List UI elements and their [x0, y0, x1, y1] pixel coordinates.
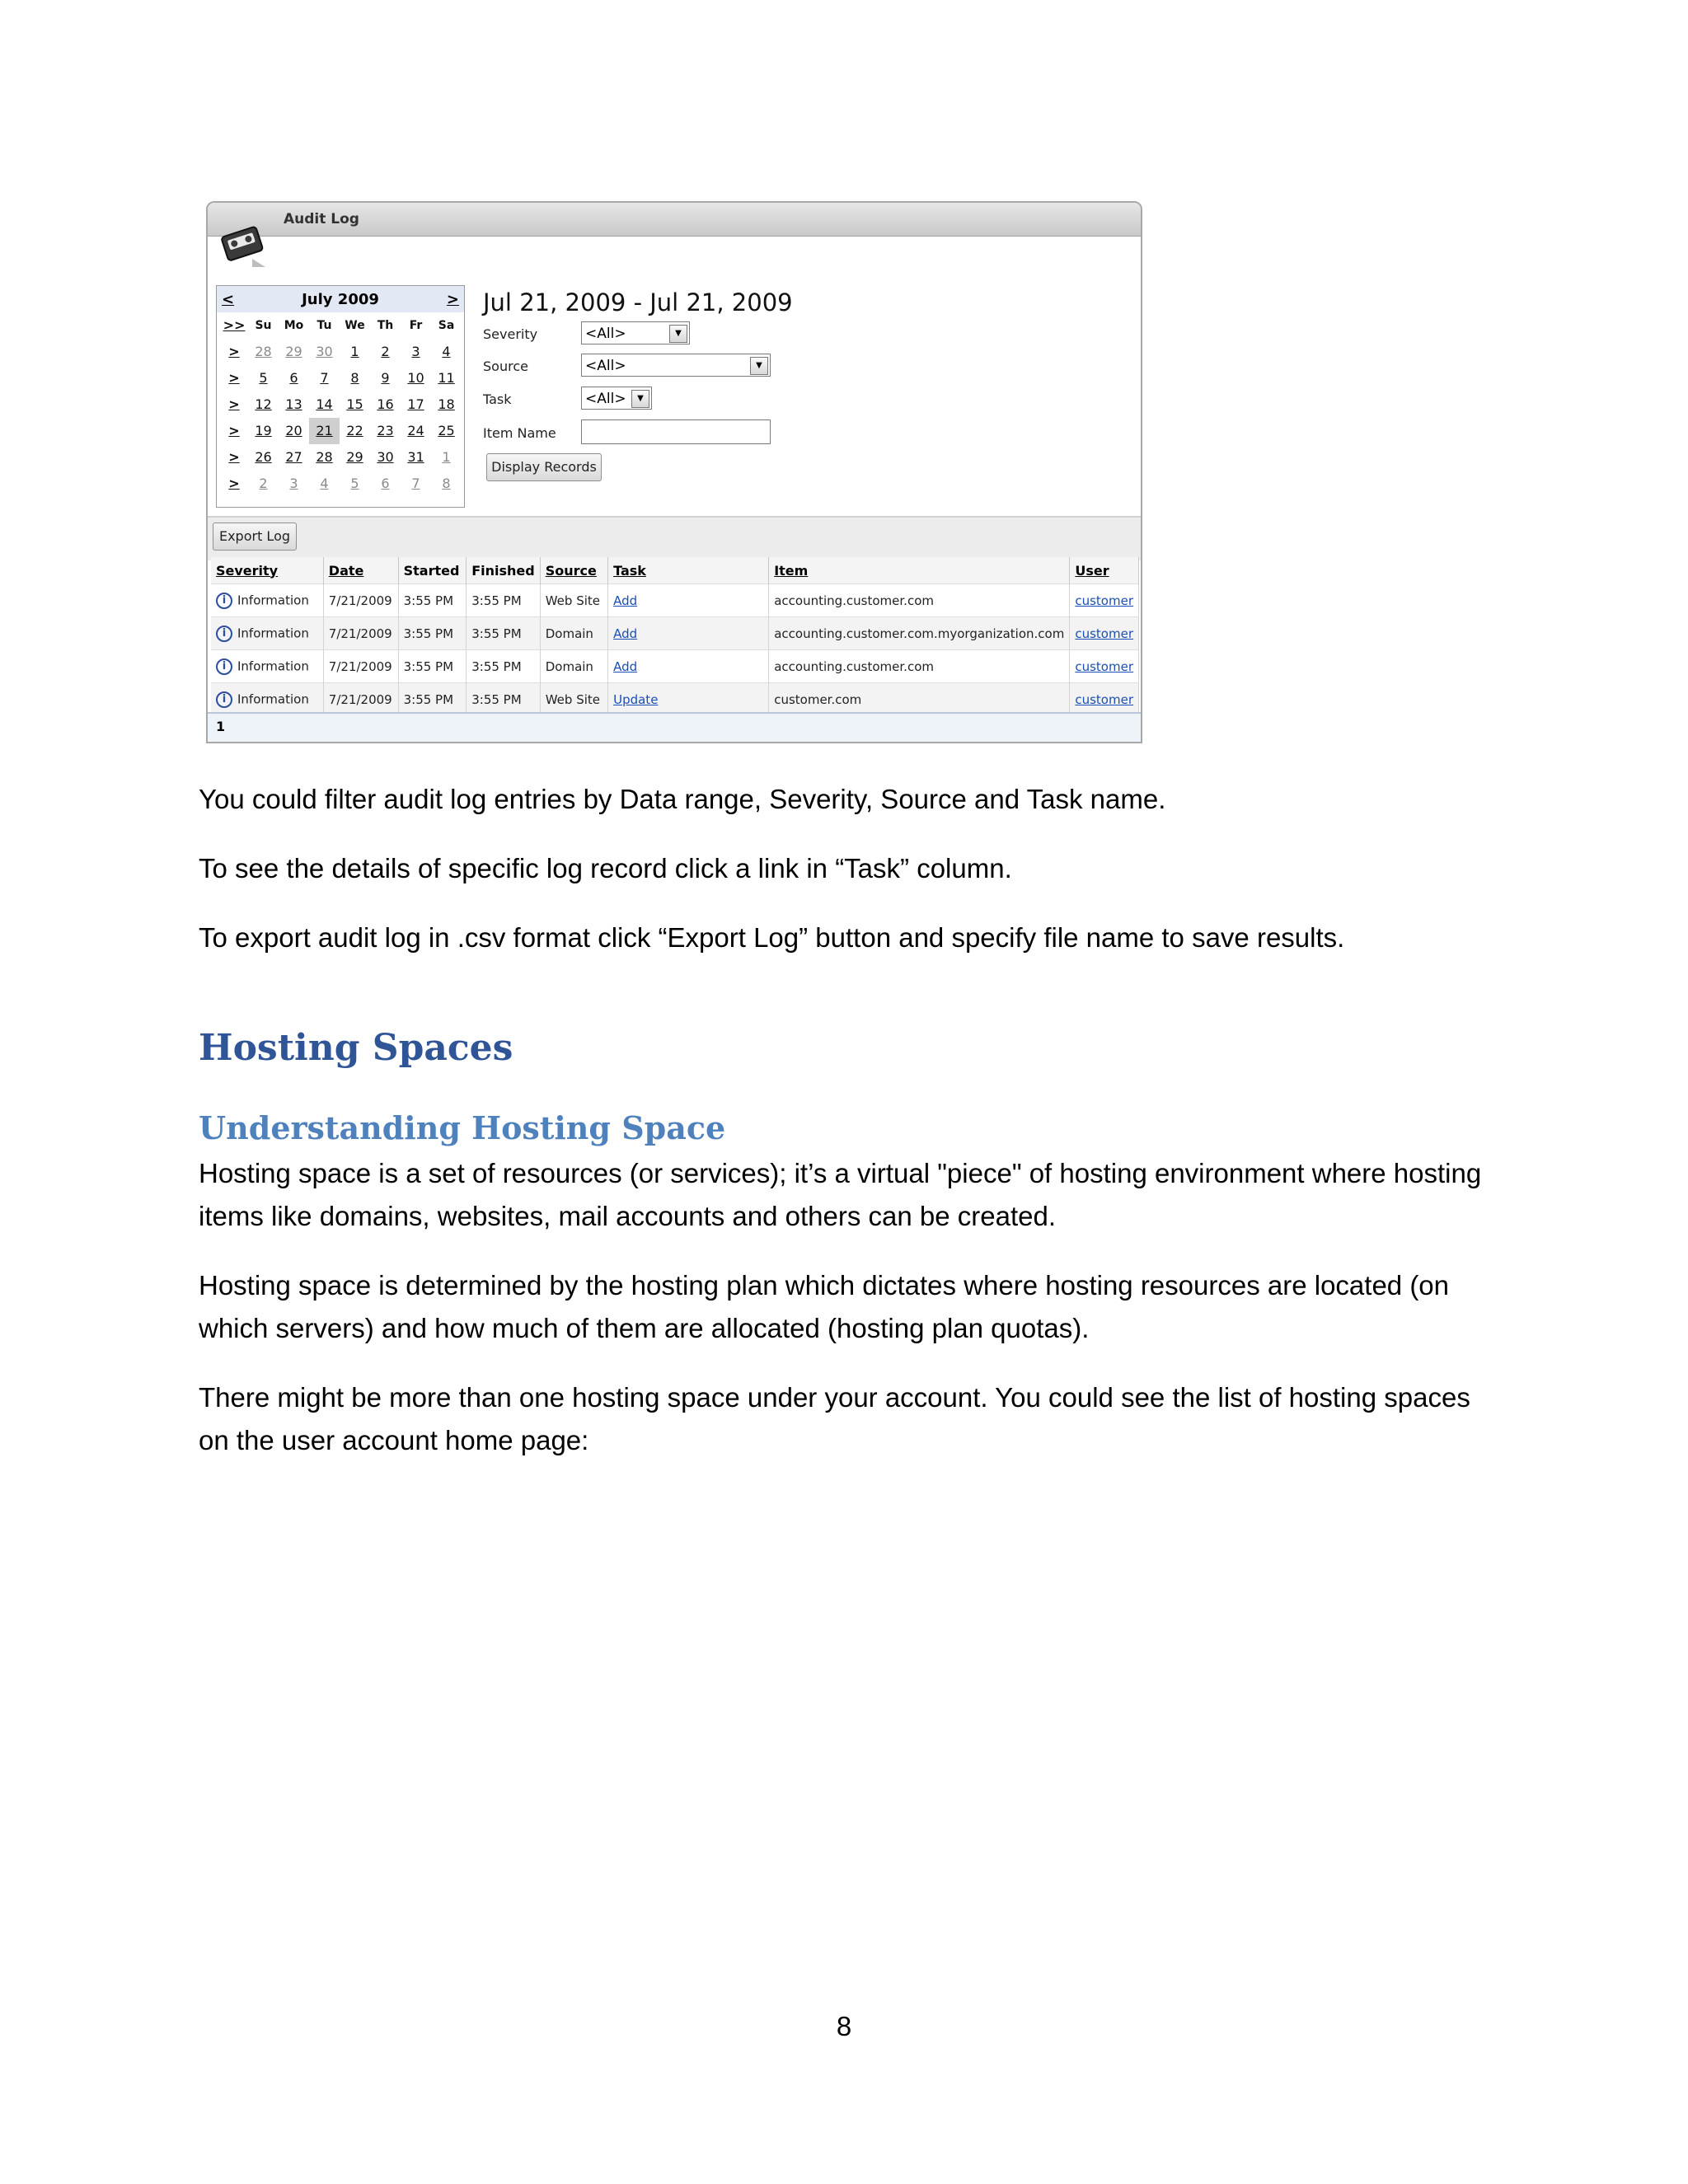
severity-text: Information — [237, 593, 309, 607]
date-cell: 7/21/2009 — [323, 617, 398, 650]
task-label: Task — [483, 391, 512, 407]
calendar-select-week[interactable]: > — [228, 396, 240, 412]
calendar-select-month[interactable]: >> — [223, 317, 246, 333]
column-header-date[interactable]: Date — [323, 557, 398, 584]
calendar-day[interactable]: 6 — [381, 476, 390, 491]
calendar — [216, 285, 465, 508]
table-row — [211, 584, 1139, 617]
item-cell: accounting.customer.com — [769, 584, 1070, 617]
calendar-day[interactable]: 1 — [442, 449, 451, 465]
severity-select[interactable] — [581, 321, 690, 344]
calendar-day[interactable]: 23 — [377, 423, 394, 438]
table-header-row — [211, 557, 1139, 584]
calendar-day[interactable]: 9 — [381, 370, 390, 386]
calendar-day[interactable]: 22 — [346, 423, 363, 438]
item-name-label: Item Name — [483, 425, 556, 441]
severity-cell — [211, 683, 323, 716]
task-link[interactable]: Add — [613, 593, 638, 608]
task-cell — [608, 683, 769, 716]
pager — [208, 712, 1141, 742]
calendar-day[interactable]: 30 — [377, 449, 394, 465]
source-cell: Web Site — [540, 683, 607, 716]
source-label: Source — [483, 359, 528, 374]
calendar-day[interactable]: 13 — [285, 396, 302, 412]
user-cell — [1070, 683, 1139, 716]
started-cell: 3:55 PM — [398, 617, 467, 650]
info-icon: i — [216, 593, 232, 609]
date-cell: 7/21/2009 — [323, 650, 398, 683]
pager-page-1[interactable]: 1 — [216, 719, 226, 734]
toolbar — [208, 518, 1141, 560]
task-select[interactable] — [581, 387, 652, 410]
user-cell — [1070, 584, 1139, 617]
calendar-day[interactable]: 27 — [285, 449, 302, 465]
column-header-finished: Finished — [467, 557, 541, 584]
calendar-day[interactable]: 7 — [320, 370, 329, 386]
user-link[interactable]: customer — [1075, 626, 1133, 641]
calendar-day[interactable]: 4 — [320, 476, 329, 491]
column-header-user[interactable]: User — [1070, 557, 1139, 584]
chevron-down-icon: ▼ — [750, 357, 768, 375]
calendar-day[interactable]: 5 — [350, 476, 359, 491]
user-link[interactable]: customer — [1075, 691, 1133, 707]
source-cell: Domain — [540, 650, 607, 683]
calendar-day[interactable]: 12 — [255, 396, 272, 412]
calendar-prev-month[interactable]: < — [222, 291, 235, 308]
finished-cell: 3:55 PM — [467, 617, 541, 650]
column-header-task[interactable]: Task — [608, 557, 769, 584]
calendar-day[interactable]: 16 — [377, 396, 394, 412]
table-row — [211, 617, 1139, 650]
calendar-day[interactable]: 19 — [255, 423, 272, 438]
task-cell — [608, 617, 769, 650]
calendar-day-of-week: Su — [255, 319, 272, 332]
calendar-day[interactable]: 3 — [289, 476, 298, 491]
item-name-input[interactable] — [581, 419, 771, 444]
paragraph-hosting-space-definition: Hosting space is a set of resources (or services); it’s a virtual "piece" of hosting environment where hosting items like domains, websites, mail accounts and others can be created. — [199, 1158, 1482, 1231]
calendar-month-title: July 2009 — [302, 291, 379, 308]
info-icon: i — [216, 691, 232, 708]
calendar-day[interactable]: 2 — [381, 344, 390, 359]
chevron-down-icon: ▼ — [631, 390, 649, 408]
calendar-day[interactable]: 5 — [259, 370, 268, 386]
date-cell: 7/21/2009 — [323, 584, 398, 617]
severity-text: Information — [237, 691, 309, 706]
column-header-severity[interactable]: Severity — [211, 557, 323, 584]
task-link[interactable]: Add — [613, 626, 638, 641]
task-select-value: <All> — [585, 391, 626, 407]
source-cell: Web Site — [540, 584, 607, 617]
info-icon: i — [216, 626, 232, 642]
calendar-day[interactable]: 28 — [255, 344, 272, 359]
calendar-day[interactable]: 4 — [442, 344, 451, 359]
calendar-day[interactable]: 6 — [289, 370, 298, 386]
calendar-day[interactable]: 8 — [442, 476, 451, 491]
source-cell: Domain — [540, 617, 607, 650]
paragraph-filter: You could filter audit log entries by Data range, Severity, Source and Task name. — [199, 784, 1166, 814]
audit-log-table — [211, 557, 1139, 715]
calendar-grid — [217, 312, 464, 497]
item-cell: customer.com — [769, 683, 1070, 716]
calendar-day-of-week: Tu — [316, 319, 332, 332]
paragraph-details: To see the details of specific log record click a link in “Task” column. — [199, 853, 1012, 883]
calendar-header — [217, 286, 464, 312]
started-cell: 3:55 PM — [398, 584, 467, 617]
chevron-down-icon: ▼ — [669, 325, 687, 343]
calendar-select-week[interactable]: > — [228, 476, 240, 491]
calendar-select-week[interactable]: > — [228, 344, 240, 359]
calendar-day[interactable]: 14 — [316, 396, 333, 412]
severity-select-value: <All> — [585, 326, 626, 342]
calendar-day[interactable]: 18 — [438, 396, 455, 412]
info-icon: i — [216, 658, 232, 675]
calendar-day[interactable]: 1 — [350, 344, 359, 359]
paragraph-export: To export audit log in .csv format click “Export Log” button and specify file name to save results. — [199, 922, 1345, 953]
calendar-day[interactable]: 8 — [350, 370, 359, 386]
severity-label: Severity — [483, 326, 538, 342]
calendar-day[interactable]: 28 — [316, 449, 333, 465]
calendar-day[interactable]: 21 — [309, 418, 340, 444]
user-cell — [1070, 617, 1139, 650]
finished-cell: 3:55 PM — [467, 584, 541, 617]
severity-cell — [211, 617, 323, 650]
page-number: 8 — [836, 2011, 852, 2041]
paragraph-hosting-plan: Hosting space is determined by the hosting plan which dictates where hosting resources are located (on which servers) and how much of them are allocated (hosting plan quotas). — [199, 1270, 1450, 1343]
calendar-day[interactable]: 11 — [438, 370, 455, 386]
column-header-started: Started — [398, 557, 467, 584]
calendar-day[interactable]: 15 — [346, 396, 363, 412]
calendar-day[interactable]: 7 — [411, 476, 420, 491]
task-cell — [608, 650, 769, 683]
calendar-day[interactable]: 29 — [346, 449, 363, 465]
task-cell — [608, 584, 769, 617]
calendar-day[interactable]: 10 — [407, 370, 424, 386]
severity-cell — [211, 584, 323, 617]
finished-cell: 3:55 PM — [467, 683, 541, 716]
severity-text: Information — [237, 658, 309, 673]
calendar-next-month[interactable]: > — [446, 291, 459, 308]
display-records-button[interactable]: Display Records — [486, 453, 602, 481]
export-log-button[interactable]: Export Log — [213, 523, 297, 551]
source-select-value: <All> — [585, 358, 626, 374]
calendar-day[interactable]: 20 — [285, 423, 302, 438]
calendar-day[interactable]: 3 — [411, 344, 420, 359]
item-cell: accounting.customer.com.myorganization.com — [769, 617, 1070, 650]
calendar-day-of-week: Th — [377, 319, 394, 332]
audit-log-panel — [206, 201, 1142, 743]
calendar-day-of-week: Mo — [284, 319, 304, 332]
calendar-select-week[interactable]: > — [228, 449, 240, 465]
calendar-day[interactable]: 2 — [259, 476, 268, 491]
task-link[interactable]: Add — [613, 658, 638, 674]
task-link[interactable]: Update — [613, 691, 659, 707]
calendar-select-week[interactable]: > — [228, 370, 240, 386]
calendar-day-of-week: Fr — [409, 319, 423, 332]
calendar-day-of-week: Sa — [438, 319, 455, 332]
user-link[interactable]: customer — [1075, 658, 1133, 674]
calendar-select-week[interactable]: > — [228, 423, 240, 438]
started-cell: 3:55 PM — [398, 683, 467, 716]
calendar-day-of-week: We — [345, 319, 365, 332]
source-select[interactable] — [581, 354, 771, 377]
table-row — [211, 650, 1139, 683]
table-row — [211, 683, 1139, 716]
started-cell: 3:55 PM — [398, 650, 467, 683]
user-cell — [1070, 650, 1139, 683]
item-cell: accounting.customer.com — [769, 650, 1070, 683]
heading-understanding-hosting-space: Understanding Hosting Space — [199, 1109, 726, 1146]
calendar-day[interactable]: 29 — [285, 344, 302, 359]
panel-title: Audit Log — [284, 211, 359, 227]
calendar-day[interactable]: 26 — [255, 449, 272, 465]
date-range-title: Jul 21, 2009 - Jul 21, 2009 — [483, 288, 793, 316]
calendar-day[interactable]: 25 — [438, 423, 455, 438]
finished-cell: 3:55 PM — [467, 650, 541, 683]
calendar-day[interactable]: 31 — [407, 449, 424, 465]
heading-hosting-spaces: Hosting Spaces — [199, 1027, 513, 1069]
severity-text: Information — [237, 626, 309, 640]
paragraph-multiple-spaces: There might be more than one hosting space under your account. You could see the list of hosting spaces on the user account home page: — [199, 1382, 1470, 1455]
calendar-day[interactable]: 24 — [407, 423, 424, 438]
cassette-tape-icon — [219, 219, 269, 269]
calendar-day[interactable]: 30 — [316, 344, 333, 359]
column-header-item[interactable]: Item — [769, 557, 1070, 584]
severity-cell — [211, 650, 323, 683]
date-cell: 7/21/2009 — [323, 683, 398, 716]
panel-header — [208, 203, 1141, 237]
calendar-day[interactable]: 17 — [407, 396, 424, 412]
column-header-source[interactable]: Source — [540, 557, 607, 584]
user-link[interactable]: customer — [1075, 593, 1133, 608]
